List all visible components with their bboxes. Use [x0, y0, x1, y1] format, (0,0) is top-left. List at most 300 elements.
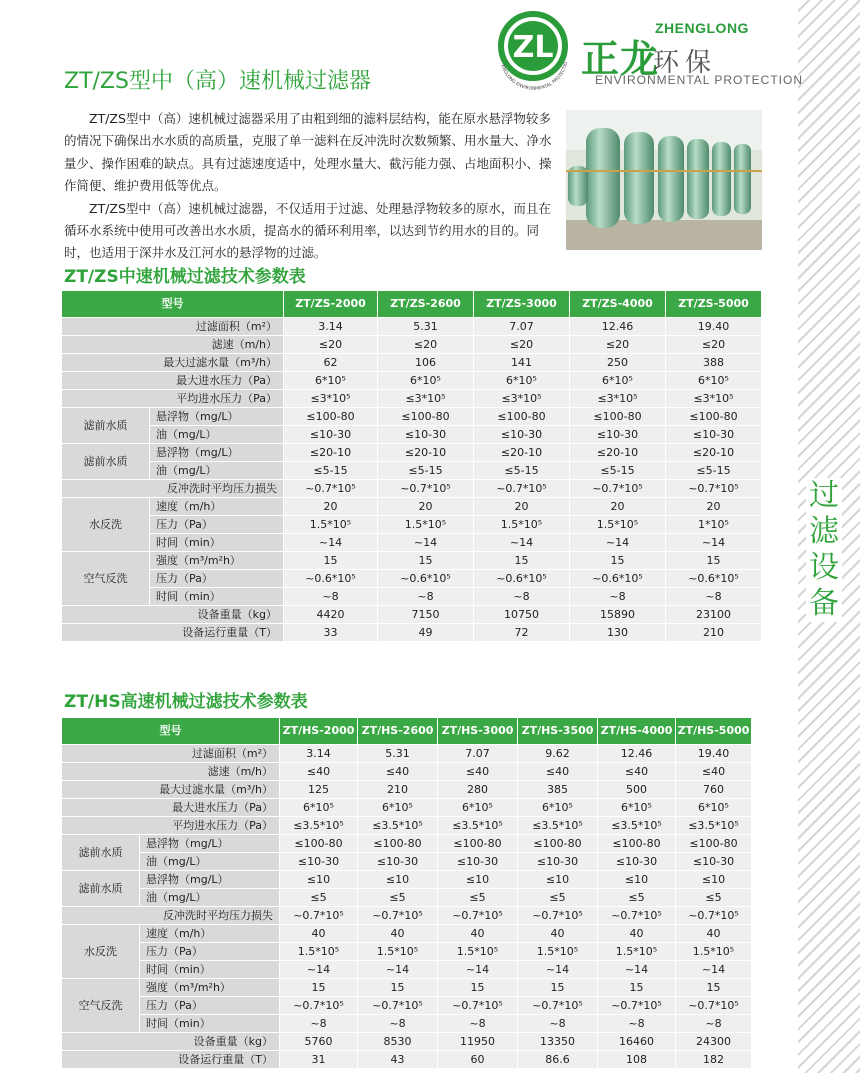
value-cell: ≤10-30: [280, 853, 358, 871]
value-cell: ~8: [280, 1015, 358, 1033]
value-cell: 1.5*10⁵: [280, 943, 358, 961]
value-cell: ≤20: [378, 336, 474, 354]
intro-text: [64, 108, 556, 265]
value-cell: ≤100-80: [358, 835, 438, 853]
group-label-cell: 滤前水质: [62, 408, 150, 444]
row-label-cell: 压力（Pa）: [150, 516, 284, 534]
value-cell: 15: [474, 552, 570, 570]
value-cell: ≤3*10⁵: [378, 390, 474, 408]
value-cell: 6*10⁵: [284, 372, 378, 390]
row-label-cell: 压力（Pa）: [150, 570, 284, 588]
row-label-cell: 时间（min）: [150, 534, 284, 552]
table-row: [62, 318, 762, 336]
value-cell: ~14: [666, 534, 762, 552]
table-row: [62, 907, 752, 925]
value-cell: 72: [474, 624, 570, 642]
table-row: [62, 943, 752, 961]
table-row: [62, 835, 752, 853]
value-cell: 24300: [676, 1033, 752, 1051]
group-label-cell: 空气反洗: [62, 552, 150, 606]
table-header-row: [62, 291, 762, 318]
value-cell: ≤5-15: [284, 462, 378, 480]
value-cell: 15: [378, 552, 474, 570]
value-cell: ~14: [358, 961, 438, 979]
row-label-cell: 速度（m/h）: [140, 925, 280, 943]
filter-tanks-illustration: [566, 110, 762, 250]
value-cell: ≤40: [438, 763, 518, 781]
row-label-cell: 最大过滤水量（m³/h）: [62, 354, 284, 372]
value-cell: ≤5: [598, 889, 676, 907]
value-cell: ~8: [666, 588, 762, 606]
value-cell: ~0.7*10⁵: [438, 907, 518, 925]
value-cell: 12.46: [570, 318, 666, 336]
value-cell: 6*10⁵: [280, 799, 358, 817]
value-cell: 10750: [474, 606, 570, 624]
row-label-cell: 滤速（m/h）: [62, 763, 280, 781]
value-cell: ~0.7*10⁵: [570, 480, 666, 498]
value-cell: 15: [358, 979, 438, 997]
model-name-cell: ZT/HS-2600: [358, 718, 438, 745]
value-cell: 13350: [518, 1033, 598, 1051]
value-cell: ~8: [570, 588, 666, 606]
company-logo: [487, 8, 807, 93]
table-row: [62, 799, 752, 817]
row-label-cell: 设备重量（kg）: [62, 606, 284, 624]
value-cell: ~0.6*10⁵: [474, 570, 570, 588]
value-cell: ~0.7*10⁵: [280, 997, 358, 1015]
row-label-cell: 平均进水压力（Pa）: [62, 390, 284, 408]
value-cell: 1.5*10⁵: [570, 516, 666, 534]
value-cell: ≤40: [358, 763, 438, 781]
model-name-cell: ZT/ZS-2000: [284, 291, 378, 318]
value-cell: 6*10⁵: [570, 372, 666, 390]
hs-table-title: ZT/HS高速机械过滤技术参数表: [64, 692, 308, 712]
row-label-cell: 时间（min）: [140, 961, 280, 979]
value-cell: ≤3.5*10⁵: [598, 817, 676, 835]
table-row: [62, 390, 762, 408]
value-cell: 385: [518, 781, 598, 799]
value-cell: 31: [280, 1051, 358, 1069]
value-cell: 40: [358, 925, 438, 943]
table-row: [62, 606, 762, 624]
value-cell: ≤20: [474, 336, 570, 354]
value-cell: 23100: [666, 606, 762, 624]
value-cell: 1.5*10⁵: [598, 943, 676, 961]
value-cell: ≤40: [280, 763, 358, 781]
table-row: [62, 624, 762, 642]
value-cell: 15: [598, 979, 676, 997]
value-cell: ~14: [676, 961, 752, 979]
value-cell: 40: [280, 925, 358, 943]
value-cell: 106: [378, 354, 474, 372]
group-label-cell: 滤前水质: [62, 835, 140, 871]
table-row: [62, 498, 762, 516]
value-cell: ~8: [378, 588, 474, 606]
model-name-cell: ZT/ZS-5000: [666, 291, 762, 318]
model-name-cell: ZT/ZS-3000: [474, 291, 570, 318]
value-cell: ~14: [518, 961, 598, 979]
value-cell: ≤20: [284, 336, 378, 354]
hs-spec-table: [61, 717, 752, 1069]
value-cell: ≤3.5*10⁵: [358, 817, 438, 835]
value-cell: 7150: [378, 606, 474, 624]
value-cell: ~0.7*10⁵: [518, 997, 598, 1015]
value-cell: ≤3.5*10⁵: [280, 817, 358, 835]
value-cell: 500: [598, 781, 676, 799]
value-cell: ~0.7*10⁵: [358, 907, 438, 925]
intro-paragraph: ZT/ZS型中（高）速机械过滤器采用了由粗到细的滤料层结构，能在原水悬浮物较多的情况下确保出水水质的高质量，克服了单一滤料在反冲洗时次数频繁、用水量大、净水量少、操作困难的缺点。具有过滤速度适中，处理水量大、截污能力强、占地面积小、操作简便、维护费用低等优点。: [64, 111, 552, 194]
table-row: [62, 516, 762, 534]
row-label-cell: 设备运行重量（T）: [62, 624, 284, 642]
filter-tanks-photo: [566, 110, 762, 250]
table-row: [62, 1015, 752, 1033]
value-cell: 5.31: [378, 318, 474, 336]
table-row: [62, 1051, 752, 1069]
table-header-row: [62, 718, 752, 745]
value-cell: 20: [666, 498, 762, 516]
value-cell: ≤100-80: [378, 408, 474, 426]
value-cell: 20: [474, 498, 570, 516]
value-cell: ≤100-80: [666, 408, 762, 426]
value-cell: 11950: [438, 1033, 518, 1051]
value-cell: ≤10: [676, 871, 752, 889]
value-cell: ≤10-30: [676, 853, 752, 871]
value-cell: ≤100-80: [474, 408, 570, 426]
value-cell: ≤10-30: [598, 853, 676, 871]
value-cell: 86.6: [518, 1051, 598, 1069]
page-title: ZT/ZS型中（高）速机械过滤器: [64, 69, 371, 94]
value-cell: 20: [570, 498, 666, 516]
value-cell: 6*10⁵: [438, 799, 518, 817]
value-cell: 6*10⁵: [474, 372, 570, 390]
value-cell: ~8: [358, 1015, 438, 1033]
value-cell: ~0.6*10⁵: [570, 570, 666, 588]
value-cell: 19.40: [666, 318, 762, 336]
value-cell: ≤5: [676, 889, 752, 907]
table-row: [62, 925, 752, 943]
table-row: [62, 354, 762, 372]
value-cell: ≤40: [676, 763, 752, 781]
table-row: [62, 570, 762, 588]
value-cell: 6*10⁵: [666, 372, 762, 390]
table-row: [62, 552, 762, 570]
value-cell: ≤100-80: [598, 835, 676, 853]
row-label-cell: 过滤面积（m²）: [62, 318, 284, 336]
value-cell: ≤40: [598, 763, 676, 781]
value-cell: 141: [474, 354, 570, 372]
value-cell: 7.07: [474, 318, 570, 336]
value-cell: 1.5*10⁵: [518, 943, 598, 961]
value-cell: ~8: [676, 1015, 752, 1033]
value-cell: ~14: [284, 534, 378, 552]
table-row: [62, 871, 752, 889]
row-label-cell: 最大进水压力（Pa）: [62, 799, 280, 817]
table-row: [62, 588, 762, 606]
value-cell: 15: [676, 979, 752, 997]
side-char: 备: [809, 586, 839, 621]
table-row: [62, 889, 752, 907]
row-label-cell: 最大进水压力（Pa）: [62, 372, 284, 390]
zs-table-title: ZT/ZS中速机械过滤技术参数表: [64, 267, 306, 287]
value-cell: ≤20: [666, 336, 762, 354]
table-row: [62, 763, 752, 781]
table-row: [62, 408, 762, 426]
row-label-cell: 悬浮物（mg/L）: [150, 444, 284, 462]
value-cell: ~14: [438, 961, 518, 979]
value-cell: ~8: [518, 1015, 598, 1033]
value-cell: ≤10-30: [666, 426, 762, 444]
value-cell: ≤100-80: [284, 408, 378, 426]
value-cell: ~0.6*10⁵: [666, 570, 762, 588]
row-label-cell: 最大过滤水量（m³/h）: [62, 781, 280, 799]
value-cell: 108: [598, 1051, 676, 1069]
model-name-cell: ZT/ZS-2600: [378, 291, 474, 318]
row-label-cell: 时间（min）: [150, 588, 284, 606]
row-label-cell: 悬浮物（mg/L）: [140, 871, 280, 889]
value-cell: ≤10: [358, 871, 438, 889]
value-cell: 1*10⁵: [666, 516, 762, 534]
value-cell: ≤3*10⁵: [666, 390, 762, 408]
value-cell: ~0.7*10⁵: [518, 907, 598, 925]
value-cell: 49: [378, 624, 474, 642]
value-cell: 388: [666, 354, 762, 372]
value-cell: 12.46: [598, 745, 676, 763]
row-label-cell: 油（mg/L）: [150, 462, 284, 480]
intro-paragraph: ZT/ZS型中（高）速机械过滤器，不仅适用于过滤、处理悬浮物较多的原水，而且在循环水系统中使用可改善出水水质，提高水的循环利用率，以达到节约用水的目的。同时，也适用于深井水及江河水的悬浮物的过滤。: [64, 200, 551, 261]
value-cell: 210: [358, 781, 438, 799]
value-cell: 1.5*10⁵: [284, 516, 378, 534]
value-cell: 210: [666, 624, 762, 642]
side-char: 过: [809, 478, 839, 513]
value-cell: 280: [438, 781, 518, 799]
value-cell: ≤3*10⁵: [570, 390, 666, 408]
value-cell: ≤5-15: [378, 462, 474, 480]
value-cell: ~0.6*10⁵: [284, 570, 378, 588]
value-cell: ≤100-80: [280, 835, 358, 853]
value-cell: ~8: [474, 588, 570, 606]
logo-tagline-en: ENVIRONMENTAL PROTECTION: [595, 73, 804, 87]
value-cell: ≤10-30: [378, 426, 474, 444]
value-cell: 1.5*10⁵: [474, 516, 570, 534]
row-label-cell: 时间（min）: [140, 1015, 280, 1033]
value-cell: ≤5-15: [474, 462, 570, 480]
value-cell: 760: [676, 781, 752, 799]
value-cell: 7.07: [438, 745, 518, 763]
logo-tagline-cn: 环保: [653, 48, 718, 78]
value-cell: ≤5: [438, 889, 518, 907]
table-row: [62, 961, 752, 979]
value-cell: ~8: [598, 1015, 676, 1033]
value-cell: ~0.7*10⁵: [676, 997, 752, 1015]
row-label-cell: 设备重量（kg）: [62, 1033, 280, 1051]
model-header-cell: 型号: [62, 718, 280, 745]
side-category-label: [806, 478, 842, 622]
row-label-cell: 强度（m³/m²h）: [150, 552, 284, 570]
table-row: [62, 462, 762, 480]
value-cell: ~14: [280, 961, 358, 979]
value-cell: 125: [280, 781, 358, 799]
value-cell: ~0.7*10⁵: [438, 997, 518, 1015]
row-label-cell: 过滤面积（m²）: [62, 745, 280, 763]
value-cell: 4420: [284, 606, 378, 624]
value-cell: 33: [284, 624, 378, 642]
row-label-cell: 压力（Pa）: [140, 943, 280, 961]
logo-name-en: ZHENGLONG: [655, 20, 749, 36]
value-cell: 43: [358, 1051, 438, 1069]
table-row: [62, 745, 752, 763]
value-cell: 9.62: [518, 745, 598, 763]
model-name-cell: ZT/HS-2000: [280, 718, 358, 745]
value-cell: ≤3.5*10⁵: [438, 817, 518, 835]
value-cell: ~0.7*10⁵: [378, 480, 474, 498]
row-label-cell: 反冲洗时平均压力损失: [62, 480, 284, 498]
value-cell: ~0.7*10⁵: [474, 480, 570, 498]
value-cell: ~14: [474, 534, 570, 552]
value-cell: 15: [438, 979, 518, 997]
logo-name-cn: 正龙: [581, 37, 660, 81]
svg-text:ZHENGLONG ENVIRONMENTAL PROTEC: ENGLONG ENVIRONMENTAL PROTECTIO: [499, 61, 570, 92]
value-cell: 1.5*10⁵: [676, 943, 752, 961]
row-label-cell: 悬浮物（mg/L）: [150, 408, 284, 426]
value-cell: 6*10⁵: [598, 799, 676, 817]
value-cell: 5.31: [358, 745, 438, 763]
value-cell: 6*10⁵: [358, 799, 438, 817]
value-cell: ≤10-30: [438, 853, 518, 871]
row-label-cell: 油（mg/L）: [150, 426, 284, 444]
table-row: [62, 979, 752, 997]
value-cell: ≤100-80: [438, 835, 518, 853]
side-char: 设: [809, 550, 839, 585]
value-cell: 16460: [598, 1033, 676, 1051]
value-cell: ≤20-10: [284, 444, 378, 462]
row-label-cell: 速度（m/h）: [150, 498, 284, 516]
table-row: [62, 480, 762, 498]
value-cell: 6*10⁵: [518, 799, 598, 817]
value-cell: ≤3.5*10⁵: [518, 817, 598, 835]
value-cell: ~0.7*10⁵: [284, 480, 378, 498]
value-cell: ≤10: [280, 871, 358, 889]
value-cell: 15890: [570, 606, 666, 624]
value-cell: 15: [570, 552, 666, 570]
value-cell: ≤20-10: [570, 444, 666, 462]
row-label-cell: 悬浮物（mg/L）: [140, 835, 280, 853]
value-cell: 5760: [280, 1033, 358, 1051]
zl-emblem-icon: [487, 8, 579, 93]
value-cell: 15: [280, 979, 358, 997]
value-cell: 1.5*10⁵: [378, 516, 474, 534]
row-label-cell: 反冲洗时平均压力损失: [62, 907, 280, 925]
table-row: [62, 1033, 752, 1051]
value-cell: ~8: [284, 588, 378, 606]
value-cell: 15: [666, 552, 762, 570]
row-label-cell: 强度（m³/m²h）: [140, 979, 280, 997]
value-cell: ≤3*10⁵: [284, 390, 378, 408]
value-cell: 15: [518, 979, 598, 997]
group-label-cell: 滤前水质: [62, 444, 150, 480]
value-cell: 3.14: [280, 745, 358, 763]
value-cell: ≤10-30: [358, 853, 438, 871]
table-row: [62, 534, 762, 552]
value-cell: 1.5*10⁵: [438, 943, 518, 961]
value-cell: ≤20-10: [474, 444, 570, 462]
row-label-cell: 压力（Pa）: [140, 997, 280, 1015]
row-label-cell: 滤速（m/h）: [62, 336, 284, 354]
value-cell: 40: [676, 925, 752, 943]
value-cell: ≤20: [570, 336, 666, 354]
group-label-cell: 水反洗: [62, 498, 150, 552]
value-cell: ~0.7*10⁵: [598, 997, 676, 1015]
row-label-cell: 油（mg/L）: [140, 853, 280, 871]
row-label-cell: 设备运行重量（T）: [62, 1051, 280, 1069]
side-char: 滤: [809, 514, 839, 549]
table-row: [62, 426, 762, 444]
value-cell: 40: [518, 925, 598, 943]
row-label-cell: 平均进水压力（Pa）: [62, 817, 280, 835]
value-cell: 15: [284, 552, 378, 570]
model-name-cell: ZT/ZS-4000: [570, 291, 666, 318]
value-cell: 130: [570, 624, 666, 642]
svg-text:ZL: ZL: [512, 30, 554, 65]
table-row: [62, 817, 752, 835]
value-cell: ≤10-30: [570, 426, 666, 444]
value-cell: ~0.6*10⁵: [378, 570, 474, 588]
value-cell: ≤3.5*10⁵: [676, 817, 752, 835]
value-cell: 20: [378, 498, 474, 516]
group-label-cell: 空气反洗: [62, 979, 140, 1033]
value-cell: ≤3*10⁵: [474, 390, 570, 408]
value-cell: ~8: [438, 1015, 518, 1033]
value-cell: ~14: [598, 961, 676, 979]
model-name-cell: ZT/HS-3500: [518, 718, 598, 745]
value-cell: ~0.7*10⁵: [598, 907, 676, 925]
table-row: [62, 853, 752, 871]
value-cell: ~14: [570, 534, 666, 552]
value-cell: ≤5: [358, 889, 438, 907]
model-name-cell: ZT/HS-3000: [438, 718, 518, 745]
value-cell: ≤5: [280, 889, 358, 907]
value-cell: 6*10⁵: [676, 799, 752, 817]
value-cell: ≤20-10: [378, 444, 474, 462]
value-cell: ≤5-15: [666, 462, 762, 480]
value-cell: ≤10: [518, 871, 598, 889]
value-cell: ≤100-80: [676, 835, 752, 853]
value-cell: ≤10-30: [518, 853, 598, 871]
value-cell: ~0.7*10⁵: [358, 997, 438, 1015]
value-cell: 19.40: [676, 745, 752, 763]
value-cell: ≤10-30: [284, 426, 378, 444]
value-cell: 6*10⁵: [378, 372, 474, 390]
value-cell: ≤10: [438, 871, 518, 889]
value-cell: ≤10-30: [474, 426, 570, 444]
value-cell: ~0.7*10⁵: [666, 480, 762, 498]
value-cell: 20: [284, 498, 378, 516]
table-row: [62, 444, 762, 462]
value-cell: 182: [676, 1051, 752, 1069]
value-cell: ≤5: [518, 889, 598, 907]
value-cell: 250: [570, 354, 666, 372]
model-name-cell: ZT/HS-4000: [598, 718, 676, 745]
value-cell: ≤10: [598, 871, 676, 889]
value-cell: 1.5*10⁵: [358, 943, 438, 961]
value-cell: ≤100-80: [570, 408, 666, 426]
value-cell: ~14: [378, 534, 474, 552]
value-cell: 40: [438, 925, 518, 943]
value-cell: ~0.7*10⁵: [280, 907, 358, 925]
value-cell: 60: [438, 1051, 518, 1069]
table-row: [62, 372, 762, 390]
value-cell: 62: [284, 354, 378, 372]
value-cell: ~0.7*10⁵: [676, 907, 752, 925]
